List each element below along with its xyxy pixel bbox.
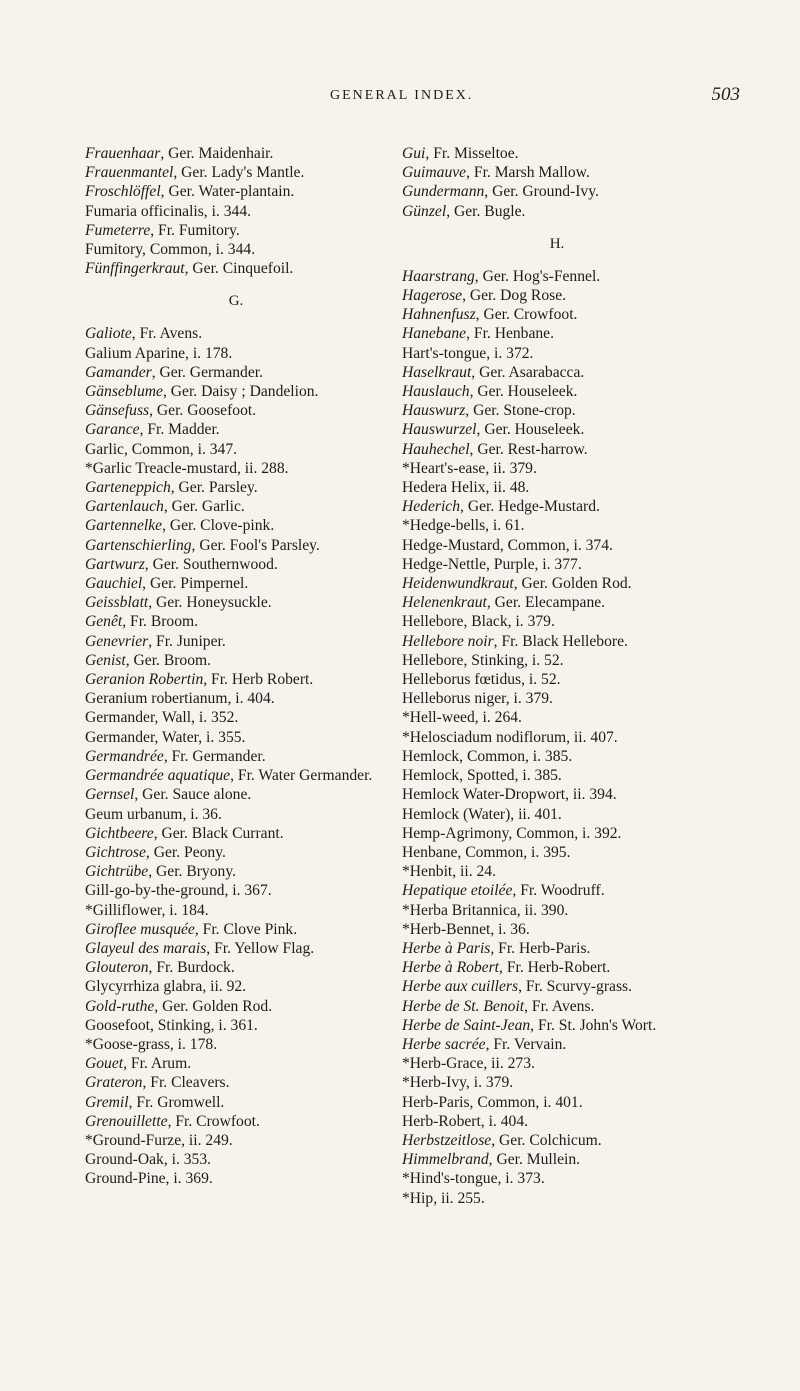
entry-text: *Helosciadum nodiflorum, ii. 407. bbox=[402, 728, 618, 746]
index-entry bbox=[85, 670, 387, 689]
index-entry bbox=[402, 843, 712, 862]
index-entry bbox=[402, 958, 712, 977]
foreign-term: Gamander bbox=[85, 363, 152, 381]
entry-text: , Ger. Golden Rod. bbox=[513, 575, 632, 593]
index-entry bbox=[402, 536, 712, 555]
entry-text: , Ger. Sauce alone. bbox=[134, 786, 252, 804]
index-entry bbox=[85, 612, 387, 631]
entry-text: , Fr. Marsh Mallow. bbox=[466, 164, 590, 182]
index-entry bbox=[402, 689, 712, 708]
entry-text: , Ger. Bryony. bbox=[148, 863, 237, 881]
entry-text: , Ger. Maidenhair. bbox=[160, 145, 274, 162]
entry-text: , Ger. Golden Rod. bbox=[154, 997, 273, 1015]
index-entry bbox=[402, 478, 712, 497]
index-entry bbox=[402, 555, 712, 574]
index-entry bbox=[85, 259, 387, 278]
index-entry bbox=[402, 401, 712, 420]
entry-text: Hedera Helix, ii. 48. bbox=[402, 479, 530, 497]
index-entry bbox=[402, 997, 712, 1016]
index-entry bbox=[402, 612, 712, 631]
index-entry bbox=[402, 785, 712, 804]
foreign-term: Gänseblume bbox=[85, 383, 163, 401]
index-entry bbox=[85, 382, 387, 401]
index-entry bbox=[402, 363, 712, 382]
running-head: GENERAL INDEX. bbox=[330, 88, 474, 103]
foreign-term: Gänsefuss bbox=[85, 402, 150, 420]
index-entry bbox=[85, 497, 387, 516]
entry-text: *Herb-Ivy, i. 379. bbox=[402, 1074, 514, 1092]
index-entry bbox=[85, 862, 387, 881]
page-number: 503 bbox=[711, 84, 740, 105]
entry-text: , Fr. Herb-Robert. bbox=[499, 959, 611, 977]
index-entry bbox=[85, 182, 387, 201]
index-entry bbox=[402, 920, 712, 939]
foreign-term: Haarstrang bbox=[402, 267, 475, 285]
index-entry bbox=[402, 420, 712, 439]
foreign-term: Gichtbeere bbox=[85, 824, 154, 842]
entry-text: Gill-go-by-the-ground, i. 367. bbox=[85, 882, 272, 900]
foreign-term: Herbe de Saint-Jean bbox=[402, 1016, 531, 1034]
foreign-term: Genist bbox=[85, 651, 126, 669]
index-entry bbox=[402, 593, 712, 612]
index-entry bbox=[402, 747, 712, 766]
entry-text: Hemp-Agrimony, Common, i. 392. bbox=[402, 824, 622, 842]
entry-text: Hemlock, Spotted, i. 385. bbox=[402, 767, 562, 785]
entry-text: , Ger. Garlic. bbox=[163, 498, 245, 516]
foreign-term: Fumeterre bbox=[85, 221, 151, 239]
entry-text: Geranium robertianum, i. 404. bbox=[85, 690, 275, 708]
entry-text: , Ger. Southernwood. bbox=[144, 555, 278, 573]
foreign-term: Gichtrose bbox=[85, 843, 146, 861]
entry-text: Garlic, Common, i. 347. bbox=[85, 440, 238, 458]
index-entry bbox=[402, 286, 712, 305]
index-entry bbox=[85, 1131, 387, 1150]
index-entry bbox=[85, 1150, 387, 1169]
entry-text: , Ger. Dog Rose. bbox=[462, 287, 567, 305]
index-entry bbox=[402, 267, 712, 286]
entry-text: , Fr. Crowfoot. bbox=[167, 1112, 260, 1130]
foreign-term: Froschlöffel bbox=[85, 183, 161, 201]
foreign-term: Herbe de St. Benoit bbox=[402, 997, 525, 1015]
index-entry bbox=[402, 182, 712, 201]
index-entry bbox=[402, 497, 712, 516]
entry-text: , Ger. Mullein. bbox=[488, 1151, 581, 1169]
index-entry bbox=[402, 1073, 712, 1092]
entry-text: Hedge-Nettle, Purple, i. 377. bbox=[402, 555, 582, 573]
entry-text: *Henbit, ii. 24. bbox=[402, 863, 496, 881]
index-entry bbox=[85, 651, 387, 670]
entry-text: Hellebore, Black, i. 379. bbox=[402, 613, 555, 631]
foreign-term: Gartwurz bbox=[85, 555, 145, 573]
index-entry bbox=[402, 766, 712, 785]
foreign-term: Genevrier bbox=[85, 632, 149, 650]
entry-text: , Fr. Yellow Flag. bbox=[206, 939, 315, 957]
entry-text: Henbane, Common, i. 395. bbox=[402, 843, 571, 861]
index-entry bbox=[402, 459, 712, 478]
entry-text: , Ger. Hog's-Fennel. bbox=[474, 267, 601, 285]
entry-text: Hellebore, Stinking, i. 52. bbox=[402, 651, 564, 669]
index-entry bbox=[85, 920, 387, 939]
index-entry bbox=[402, 1131, 712, 1150]
index-entry bbox=[85, 824, 387, 843]
entry-text: , Fr. Juniper. bbox=[148, 632, 226, 650]
foreign-term: Gremil bbox=[85, 1093, 129, 1111]
entry-text: , Fr. Scurvy-grass. bbox=[518, 978, 632, 996]
index-entry bbox=[85, 202, 387, 221]
entry-text: Fumitory, Common, i. 344. bbox=[85, 241, 256, 259]
foreign-term: Herbe sacrée bbox=[402, 1035, 486, 1053]
entry-text: , Fr. Water Germander. bbox=[230, 767, 373, 785]
index-entry bbox=[402, 632, 712, 651]
index-entry bbox=[402, 728, 712, 747]
entry-text: Galium Aparine, i. 178. bbox=[85, 344, 233, 362]
index-entry bbox=[85, 708, 387, 727]
index-entry bbox=[85, 632, 387, 651]
foreign-term: Frauenhaar bbox=[85, 145, 161, 162]
entry-text: , Ger. Parsley. bbox=[170, 479, 258, 497]
entry-text: , Fr. Misseltoe. bbox=[425, 145, 519, 162]
index-entry bbox=[402, 939, 712, 958]
index-column-right bbox=[402, 144, 712, 1208]
index-entry bbox=[402, 1016, 712, 1035]
foreign-term: Hahnenfusz bbox=[402, 306, 476, 324]
entry-text: , Ger. Crowfoot. bbox=[475, 306, 578, 324]
entry-text: , Fr. Avens. bbox=[524, 997, 595, 1015]
entry-text: Hedge-Mustard, Common, i. 374. bbox=[402, 536, 613, 554]
index-entry bbox=[402, 651, 712, 670]
foreign-term: Gold-ruthe bbox=[85, 997, 155, 1015]
index-entry bbox=[85, 459, 387, 478]
index-entry bbox=[85, 1073, 387, 1092]
foreign-term: Guimauve bbox=[402, 164, 467, 182]
entry-text: , Fr. Madder. bbox=[139, 421, 220, 439]
index-entry bbox=[402, 805, 712, 824]
foreign-term: Garteneppich bbox=[85, 479, 171, 497]
index-entry bbox=[402, 163, 712, 182]
index-entry bbox=[402, 440, 712, 459]
index-entry bbox=[402, 305, 712, 324]
index-entry bbox=[402, 382, 712, 401]
index-entry bbox=[85, 221, 387, 240]
foreign-term: Gauchiel bbox=[85, 575, 143, 593]
index-entry bbox=[85, 420, 387, 439]
index-entry bbox=[85, 363, 387, 382]
foreign-term: Gouet bbox=[85, 1055, 124, 1073]
index-entry bbox=[402, 574, 712, 593]
entry-text: , Ger. Rest-harrow. bbox=[469, 440, 588, 458]
foreign-term: Gartenschierling bbox=[85, 536, 192, 554]
entry-text: , Fr. Gromwell. bbox=[128, 1093, 225, 1111]
index-entry bbox=[85, 1016, 387, 1035]
entry-text: Hemlock Water-Dropwort, ii. 394. bbox=[402, 786, 617, 804]
entry-text: Hemlock (Water), ii. 401. bbox=[402, 805, 562, 823]
entry-text: *Hell-weed, i. 264. bbox=[402, 709, 522, 727]
index-entry bbox=[402, 1169, 712, 1188]
foreign-term: Glayeul des marais bbox=[85, 939, 207, 957]
entry-text: *Heart's-ease, ii. 379. bbox=[402, 459, 537, 477]
entry-text: Helleborus niger, i. 379. bbox=[402, 690, 553, 708]
entry-text: , Fr. Fumitory. bbox=[150, 221, 240, 239]
index-entry bbox=[85, 901, 387, 920]
foreign-term: Gartenlauch bbox=[85, 498, 164, 516]
foreign-term: Gernsel bbox=[85, 786, 135, 804]
entry-text: , Fr. Herb-Paris. bbox=[490, 939, 591, 957]
index-entry bbox=[85, 401, 387, 420]
entry-text: Germander, Water, i. 355. bbox=[85, 728, 246, 746]
foreign-term: Hauswurzel bbox=[402, 421, 477, 439]
foreign-term: Gichtrübe bbox=[85, 863, 149, 881]
index-entry bbox=[402, 516, 712, 535]
index-entry bbox=[85, 766, 387, 785]
entry-text: , Ger. Houseleek. bbox=[476, 421, 585, 439]
index-entry bbox=[85, 440, 387, 459]
entry-text: Germander, Wall, i. 352. bbox=[85, 709, 239, 727]
entry-text: , Ger. Daisy ; Dandelion. bbox=[162, 383, 319, 401]
index-entry bbox=[85, 1112, 387, 1131]
entry-text: , Fr. Henbane. bbox=[466, 325, 555, 343]
foreign-term: Galiote bbox=[85, 325, 132, 343]
index-entry bbox=[402, 881, 712, 900]
index-entry bbox=[402, 1093, 712, 1112]
entry-text: , Fr. Herb Robert. bbox=[203, 671, 314, 689]
index-entry bbox=[85, 593, 387, 612]
index-entry bbox=[402, 144, 712, 163]
entry-text: , Ger. Honeysuckle. bbox=[148, 594, 272, 612]
foreign-term: Geranion Robertin bbox=[85, 671, 204, 689]
index-entry bbox=[402, 324, 712, 343]
entry-text: , Fr. Burdock. bbox=[148, 959, 235, 977]
entry-text: , Fr. Arum. bbox=[123, 1055, 192, 1073]
index-entry bbox=[402, 824, 712, 843]
entry-text: , Fr. Black Hellebore. bbox=[493, 632, 628, 650]
entry-text: , Ger. Asarabacca. bbox=[471, 363, 585, 381]
entry-text: , Ger. Stone-crop. bbox=[465, 402, 576, 420]
entry-text: , Ger. Colchicum. bbox=[491, 1131, 602, 1149]
entry-text: , Ger. Germander. bbox=[151, 363, 263, 381]
foreign-term: Herbe à Paris bbox=[402, 939, 491, 957]
entry-text: , Ger. Peony. bbox=[145, 843, 226, 861]
entry-text: , Fr. Vervain. bbox=[485, 1035, 567, 1053]
index-entry bbox=[85, 843, 387, 862]
foreign-term: Haselkraut bbox=[402, 363, 472, 381]
index-entry bbox=[85, 939, 387, 958]
foreign-term: Giroflee musquée bbox=[85, 920, 195, 938]
foreign-term: Germandrée bbox=[85, 747, 164, 765]
index-entry bbox=[85, 689, 387, 708]
entry-text: *Herb-Bennet, i. 36. bbox=[402, 920, 530, 938]
index-entry bbox=[402, 977, 712, 996]
entry-text: , Ger. Lady's Mantle. bbox=[173, 164, 305, 182]
index-entry bbox=[402, 1150, 712, 1169]
entry-text: , Ger. Black Currant. bbox=[153, 824, 284, 842]
index-entry bbox=[85, 881, 387, 900]
foreign-term: Grateron bbox=[85, 1074, 143, 1092]
index-entry bbox=[402, 1035, 712, 1054]
foreign-term: Hanebane bbox=[402, 325, 467, 343]
index-entry bbox=[85, 144, 387, 163]
foreign-term: Hellebore noir bbox=[402, 632, 494, 650]
foreign-term: Gundermann bbox=[402, 183, 485, 201]
entry-text: *Herba Britannica, ii. 390. bbox=[402, 901, 569, 919]
entry-text: , Ger. Goosefoot. bbox=[149, 402, 257, 420]
index-entry bbox=[85, 1035, 387, 1054]
index-entry bbox=[85, 574, 387, 593]
foreign-term: Frauenmantel bbox=[85, 164, 174, 182]
entry-text: *Hind's-tongue, i. 373. bbox=[402, 1170, 545, 1188]
index-entry bbox=[85, 240, 387, 259]
entry-text: Herb-Robert, i. 404. bbox=[402, 1112, 529, 1130]
index-entry bbox=[402, 670, 712, 689]
foreign-term: Geissblatt bbox=[85, 594, 149, 612]
foreign-term: Heidenwundkraut bbox=[402, 575, 514, 593]
entry-text: , Fr. Avens. bbox=[131, 325, 203, 343]
foreign-term: Grenouillette bbox=[85, 1112, 168, 1130]
page-header bbox=[0, 84, 800, 114]
entry-text: *Garlic Treacle-mustard, ii. 288. bbox=[85, 459, 289, 477]
foreign-term: Himmelbrand bbox=[402, 1151, 489, 1169]
index-column-left bbox=[85, 144, 387, 1189]
index-entry bbox=[85, 555, 387, 574]
entry-text: , Fr. Cleavers. bbox=[142, 1074, 230, 1092]
index-entry bbox=[402, 344, 712, 363]
entry-text: , Ger. Hedge-Mustard. bbox=[460, 498, 600, 516]
index-entry bbox=[402, 862, 712, 881]
entry-text: , Ger. Elecampane. bbox=[486, 594, 606, 612]
entry-text: Herb-Paris, Common, i. 401. bbox=[402, 1093, 583, 1111]
index-entry bbox=[85, 1093, 387, 1112]
index-entry bbox=[402, 1054, 712, 1073]
entry-text: *Goose-grass, i. 178. bbox=[85, 1035, 218, 1053]
index-entry bbox=[85, 324, 387, 343]
index-entry bbox=[85, 1169, 387, 1188]
entry-text: , Ger. Fool's Parsley. bbox=[191, 536, 320, 554]
index-entry bbox=[402, 708, 712, 727]
entry-text: , Ger. Ground-Ivy. bbox=[484, 183, 599, 201]
section-letter: H. bbox=[549, 235, 565, 252]
entry-text: Geum urbanum, i. 36. bbox=[85, 805, 222, 823]
foreign-term: Herbstzeitlose bbox=[402, 1131, 492, 1149]
entry-text: , Fr. Germander. bbox=[163, 747, 266, 765]
entry-text: Glycyrrhiza glabra, ii. 92. bbox=[85, 978, 247, 996]
foreign-term: Hepatique etoilée bbox=[402, 882, 513, 900]
entry-text: Hemlock, Common, i. 385. bbox=[402, 747, 573, 765]
index-entry bbox=[402, 1189, 712, 1208]
foreign-term: Hauslauch bbox=[402, 383, 470, 401]
index-entry bbox=[85, 344, 387, 363]
index-entry bbox=[402, 1112, 712, 1131]
foreign-term: Herbe aux cuillers bbox=[402, 978, 519, 996]
foreign-term: Hagerose bbox=[402, 287, 463, 305]
entry-text: Helleborus fœtidus, i. 52. bbox=[402, 671, 561, 689]
foreign-term: Hauswurz bbox=[402, 402, 466, 420]
index-entry bbox=[85, 536, 387, 555]
foreign-term: Germandrée aquatique bbox=[85, 767, 231, 785]
entry-text: Ground-Oak, i. 353. bbox=[85, 1151, 212, 1169]
entry-text: , Fr. Broom. bbox=[122, 613, 199, 631]
entry-text: , Ger. Water-plantain. bbox=[160, 183, 295, 201]
index-entry bbox=[85, 478, 387, 497]
foreign-term: Hederich bbox=[402, 498, 461, 516]
entry-text: *Hip, ii. 255. bbox=[402, 1189, 485, 1207]
index-entry bbox=[85, 977, 387, 996]
index-entry bbox=[402, 901, 712, 920]
entry-text: , Fr. Clove Pink. bbox=[194, 920, 298, 938]
entry-text: , Ger. Bugle. bbox=[446, 202, 526, 220]
foreign-term: Helenenkraut bbox=[402, 594, 487, 612]
entry-text: , Fr. St. John's Wort. bbox=[530, 1016, 657, 1034]
foreign-term: Gartennelke bbox=[85, 517, 163, 535]
index-entry bbox=[85, 1054, 387, 1073]
index-entry bbox=[85, 997, 387, 1016]
foreign-term: Günzel bbox=[402, 202, 447, 220]
entry-text: , Ger. Clove-pink. bbox=[162, 517, 275, 535]
entry-text: *Herb-Grace, ii. 273. bbox=[402, 1055, 535, 1073]
foreign-term: Glouteron bbox=[85, 959, 149, 977]
foreign-term: Garance bbox=[85, 421, 140, 439]
entry-text: , Ger. Cinquefoil. bbox=[184, 260, 294, 278]
entry-text: , Ger. Pimpernel. bbox=[142, 575, 249, 593]
foreign-term: Gui bbox=[402, 145, 426, 162]
index-entry bbox=[85, 516, 387, 535]
entry-text: , Ger. Broom. bbox=[125, 651, 212, 669]
entry-text: *Ground-Furze, ii. 249. bbox=[85, 1131, 233, 1149]
foreign-term: Herbe à Robert bbox=[402, 959, 500, 977]
entry-text: Hart's-tongue, i. 372. bbox=[402, 344, 534, 362]
section-letter: G. bbox=[228, 293, 244, 310]
index-entry bbox=[85, 163, 387, 182]
foreign-term: Fünffingerkraut bbox=[85, 260, 185, 278]
index-entry bbox=[402, 202, 712, 221]
entry-text: , Ger. Houseleek. bbox=[469, 383, 578, 401]
entry-text: Goosefoot, Stinking, i. 361. bbox=[85, 1016, 258, 1034]
entry-text: *Hedge-bells, i. 61. bbox=[402, 517, 525, 535]
foreign-term: Genêt bbox=[85, 613, 123, 631]
index-entry bbox=[85, 785, 387, 804]
entry-text: *Gilliflower, i. 184. bbox=[85, 901, 209, 919]
index-entry bbox=[85, 805, 387, 824]
entry-text: , Fr. Woodruff. bbox=[512, 882, 605, 900]
entry-text: Fumaria officinalis, i. 344. bbox=[85, 202, 252, 220]
foreign-term: Hauhechel bbox=[402, 440, 470, 458]
entry-text: Ground-Pine, i. 369. bbox=[85, 1170, 213, 1188]
index-entry bbox=[85, 728, 387, 747]
index-entry bbox=[85, 958, 387, 977]
index-entry bbox=[85, 747, 387, 766]
